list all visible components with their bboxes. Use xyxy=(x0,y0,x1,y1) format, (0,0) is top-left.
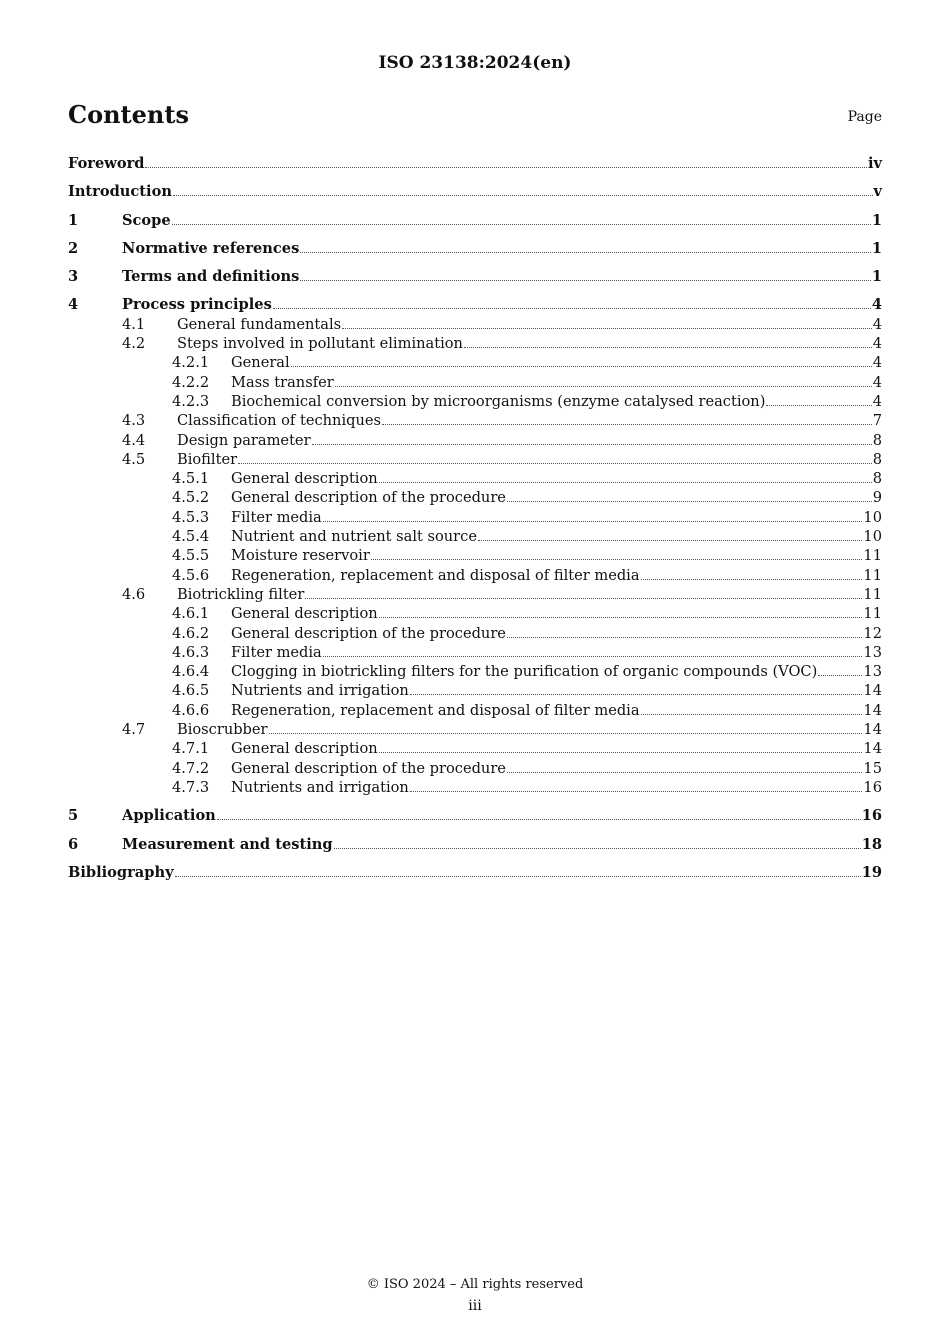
toc-entry-page: 1 xyxy=(871,211,882,229)
toc-entry-title: General description xyxy=(231,605,378,623)
toc-entry-number: 4.2.2 xyxy=(172,373,210,391)
toc-dot-leader xyxy=(300,251,871,253)
toc-entry[interactable] xyxy=(68,739,882,758)
toc-dot-leader xyxy=(323,655,863,657)
toc-entry-number: 4.2.3 xyxy=(172,392,210,410)
toc-entry[interactable] xyxy=(68,239,882,258)
toc-entry-number: 4.2.1 xyxy=(172,354,210,372)
toc-entry-title: Foreword xyxy=(68,155,145,172)
toc-entry-title: Scope xyxy=(122,211,171,229)
toc-entry-title: Introduction xyxy=(68,183,172,201)
toc-entry-page: 13 xyxy=(863,643,882,661)
toc-entry-page: 8 xyxy=(872,470,882,488)
toc-entry-page: 4 xyxy=(872,335,882,353)
toc-entry-number: 4.6.2 xyxy=(172,624,210,642)
toc-entry-title: Classification of techniques xyxy=(177,412,381,430)
toc-entry-title: Bibliography xyxy=(68,863,174,881)
toc-dot-leader xyxy=(269,732,863,734)
toc-entry-page: 18 xyxy=(861,835,882,853)
toc-entry-number: 4.3 xyxy=(122,412,146,430)
toc-entry-page: 14 xyxy=(863,701,882,719)
toc-entry-title: Regeneration, replacement and disposal of filter media xyxy=(231,701,640,719)
toc-entry[interactable] xyxy=(68,566,882,585)
toc-entry-number: 4.5.6 xyxy=(172,566,210,584)
toc-dot-leader xyxy=(334,847,861,849)
toc-entry[interactable] xyxy=(68,585,882,604)
toc-entry-title: General fundamentals xyxy=(177,315,342,333)
toc-dot-leader xyxy=(342,327,872,329)
toc-entry-number: 1 xyxy=(68,211,79,229)
toc-entry-page: 4 xyxy=(872,373,882,391)
toc-entry[interactable] xyxy=(68,392,882,411)
table-of-contents xyxy=(68,154,882,882)
toc-entry-page: 16 xyxy=(863,778,882,796)
toc-entry-title: Measurement and testing xyxy=(122,835,333,853)
toc-entry-page: 15 xyxy=(863,759,882,777)
toc-entry-title: Regeneration, replacement and disposal of filter media xyxy=(231,566,640,584)
contents-title: Contents xyxy=(68,100,189,129)
toc-dot-leader xyxy=(766,404,871,406)
toc-entry-number: 4.7.1 xyxy=(172,740,210,758)
toc-entry-page: 11 xyxy=(863,605,882,623)
toc-entry-title: Nutrients and irrigation xyxy=(231,682,409,700)
toc-entry[interactable] xyxy=(68,488,882,507)
toc-entry-page: 19 xyxy=(861,863,882,881)
toc-entry-title: Moisture reservoir xyxy=(231,547,370,565)
toc-entry-title: General description of the procedure xyxy=(231,759,506,777)
document-id-header: ISO 23138:2024(en) xyxy=(378,53,572,73)
toc-entry-number: 4.5.5 xyxy=(172,547,210,565)
toc-entry-page: 11 xyxy=(863,585,882,603)
toc-entry-number: 4.6.5 xyxy=(172,682,210,700)
page-column-label: Page xyxy=(847,109,882,125)
toc-entry[interactable] xyxy=(68,431,882,450)
toc-entry-page: 7 xyxy=(872,412,882,430)
toc-dot-leader xyxy=(641,713,863,715)
toc-entry-title: Filter media xyxy=(231,643,322,661)
toc-entry-page: 13 xyxy=(863,663,882,681)
toc-entry[interactable] xyxy=(68,643,882,662)
toc-entry-title: Bioscrubber xyxy=(177,721,268,739)
toc-entry[interactable] xyxy=(68,759,882,778)
toc-entry-page: 12 xyxy=(863,624,882,642)
toc-dot-leader xyxy=(379,751,863,753)
toc-entry-number: 4.6.4 xyxy=(172,663,210,681)
toc-entry-title: Mass transfer xyxy=(231,373,334,391)
toc-entry-page: 10 xyxy=(863,528,882,546)
toc-entry[interactable] xyxy=(68,508,882,527)
toc-entry-title: General description of the procedure xyxy=(231,624,506,642)
toc-entry-page: 1 xyxy=(871,239,882,257)
toc-entry[interactable] xyxy=(68,835,882,854)
toc-entry-number: 4.6.6 xyxy=(172,701,210,719)
toc-entry-title: Filter media xyxy=(231,508,322,526)
toc-dot-leader xyxy=(291,365,872,367)
toc-entry-page: 16 xyxy=(861,807,882,825)
toc-entry-title: Nutrient and nutrient salt source xyxy=(231,528,477,546)
toc-dot-leader xyxy=(410,790,863,792)
toc-entry-page: v xyxy=(873,183,882,201)
toc-entry[interactable] xyxy=(68,527,882,546)
toc-dot-leader xyxy=(507,771,862,773)
toc-entry-title: Biochemical conversion by microorganisms (enzyme catalysed reaction) xyxy=(231,392,766,410)
toc-entry-page: 11 xyxy=(863,547,882,565)
toc-dot-leader xyxy=(145,166,867,168)
toc-dot-leader xyxy=(217,818,861,820)
toc-dot-leader xyxy=(818,674,862,676)
toc-entry[interactable] xyxy=(68,295,882,314)
toc-entry-page: 4 xyxy=(871,296,882,314)
toc-entry[interactable] xyxy=(68,373,882,392)
toc-entry-title: Process principles xyxy=(122,296,272,314)
toc-entry-title: Steps involved in pollutant elimination xyxy=(177,335,463,353)
toc-dot-leader xyxy=(382,423,872,425)
toc-entry-title: Biofilter xyxy=(177,450,238,468)
toc-entry-title: General description xyxy=(231,740,378,758)
toc-dot-leader xyxy=(305,597,862,599)
toc-entry-page: 14 xyxy=(863,740,882,758)
toc-dot-leader xyxy=(300,279,870,281)
toc-dot-leader xyxy=(172,223,871,225)
toc-entry-title: Design parameter xyxy=(177,431,311,449)
toc-dot-leader xyxy=(175,875,861,877)
toc-entry-number: 4.6.3 xyxy=(172,643,210,661)
toc-entry[interactable] xyxy=(68,604,882,623)
toc-entry-page: 4 xyxy=(872,354,882,372)
toc-entry-number: 4.1 xyxy=(122,315,146,333)
toc-entry[interactable] xyxy=(68,681,882,700)
toc-dot-leader xyxy=(507,636,862,638)
toc-entry-number: 4.2 xyxy=(122,335,146,353)
toc-entry-page: 10 xyxy=(863,508,882,526)
copyright-footer: © ISO 2024 – All rights reserved xyxy=(366,1277,584,1292)
toc-entry-page: 11 xyxy=(863,566,882,584)
toc-entry-number: 4 xyxy=(68,296,79,314)
toc-dot-leader xyxy=(478,539,862,541)
toc-dot-leader xyxy=(410,693,863,695)
toc-entry-page: 4 xyxy=(872,392,882,410)
toc-entry[interactable] xyxy=(68,546,882,565)
toc-entry-title: Terms and definitions xyxy=(122,268,300,286)
toc-entry[interactable] xyxy=(68,450,882,469)
toc-entry-number: 4.7 xyxy=(122,721,146,739)
toc-entry-page: 14 xyxy=(863,682,882,700)
toc-dot-leader xyxy=(371,558,863,560)
toc-entry-page: 9 xyxy=(872,489,882,507)
toc-entry[interactable] xyxy=(68,720,882,739)
toc-entry-number: 2 xyxy=(68,239,79,257)
toc-entry-number: 4.5.4 xyxy=(172,528,210,546)
toc-entry-number: 4.5.3 xyxy=(172,508,210,526)
toc-entry-page: 8 xyxy=(872,431,882,449)
toc-entry-title: Biotrickling filter xyxy=(177,585,305,603)
page-number: iii xyxy=(468,1298,482,1314)
toc-entry-number: 4.7.2 xyxy=(172,759,210,777)
toc-entry[interactable] xyxy=(68,469,882,488)
toc-entry-number: 4.5.1 xyxy=(172,470,210,488)
toc-entry-number: 4.5 xyxy=(122,450,146,468)
toc-entry-page: iv xyxy=(867,155,882,172)
toc-entry[interactable] xyxy=(68,154,882,173)
toc-dot-leader xyxy=(379,616,863,618)
toc-entry-title: Normative references xyxy=(122,239,300,257)
toc-entry[interactable] xyxy=(68,267,882,286)
toc-dot-leader xyxy=(335,385,872,387)
toc-entry[interactable] xyxy=(68,701,882,720)
toc-entry-page: 8 xyxy=(872,450,882,468)
toc-dot-leader xyxy=(379,481,872,483)
toc-entry[interactable] xyxy=(68,863,882,882)
toc-dot-leader xyxy=(323,520,863,522)
toc-entry[interactable] xyxy=(68,211,882,230)
toc-dot-leader xyxy=(312,443,872,445)
toc-entry-title: Application xyxy=(122,807,216,825)
toc-dot-leader xyxy=(507,500,872,502)
toc-entry-page: 14 xyxy=(863,721,882,739)
toc-entry[interactable] xyxy=(68,315,882,334)
toc-entry-title: Clogging in biotrickling filters for the purification of organic compounds (VOC) xyxy=(231,663,818,681)
toc-entry-number: 6 xyxy=(68,835,79,853)
toc-entry-number: 5 xyxy=(68,807,79,825)
toc-entry[interactable] xyxy=(68,624,882,643)
toc-dot-leader xyxy=(641,578,863,580)
toc-entry-number: 4.5.2 xyxy=(172,489,210,507)
toc-entry[interactable] xyxy=(68,182,882,201)
toc-entry[interactable] xyxy=(68,778,882,797)
toc-entry[interactable] xyxy=(68,334,882,353)
toc-dot-leader xyxy=(273,307,871,309)
toc-entry-title: Nutrients and irrigation xyxy=(231,778,409,796)
toc-entry-page: 1 xyxy=(871,268,882,286)
toc-entry[interactable] xyxy=(68,411,882,430)
toc-entry-title: General description of the procedure xyxy=(231,489,506,507)
toc-entry-title: General description xyxy=(231,470,378,488)
toc-entry[interactable] xyxy=(68,806,882,825)
toc-entry-number: 4.7.3 xyxy=(172,778,210,796)
toc-dot-leader xyxy=(464,346,872,348)
toc-entry-number: 4.4 xyxy=(122,431,146,449)
toc-dot-leader xyxy=(238,462,872,464)
toc-entry-number: 4.6.1 xyxy=(172,605,210,623)
toc-entry-page: 4 xyxy=(872,315,882,333)
toc-entry-title: General xyxy=(231,354,290,372)
toc-entry[interactable] xyxy=(68,353,882,372)
toc-entry-number: 3 xyxy=(68,268,79,286)
toc-entry[interactable] xyxy=(68,662,882,681)
toc-dot-leader xyxy=(173,194,873,196)
toc-entry-number: 4.6 xyxy=(122,585,146,603)
